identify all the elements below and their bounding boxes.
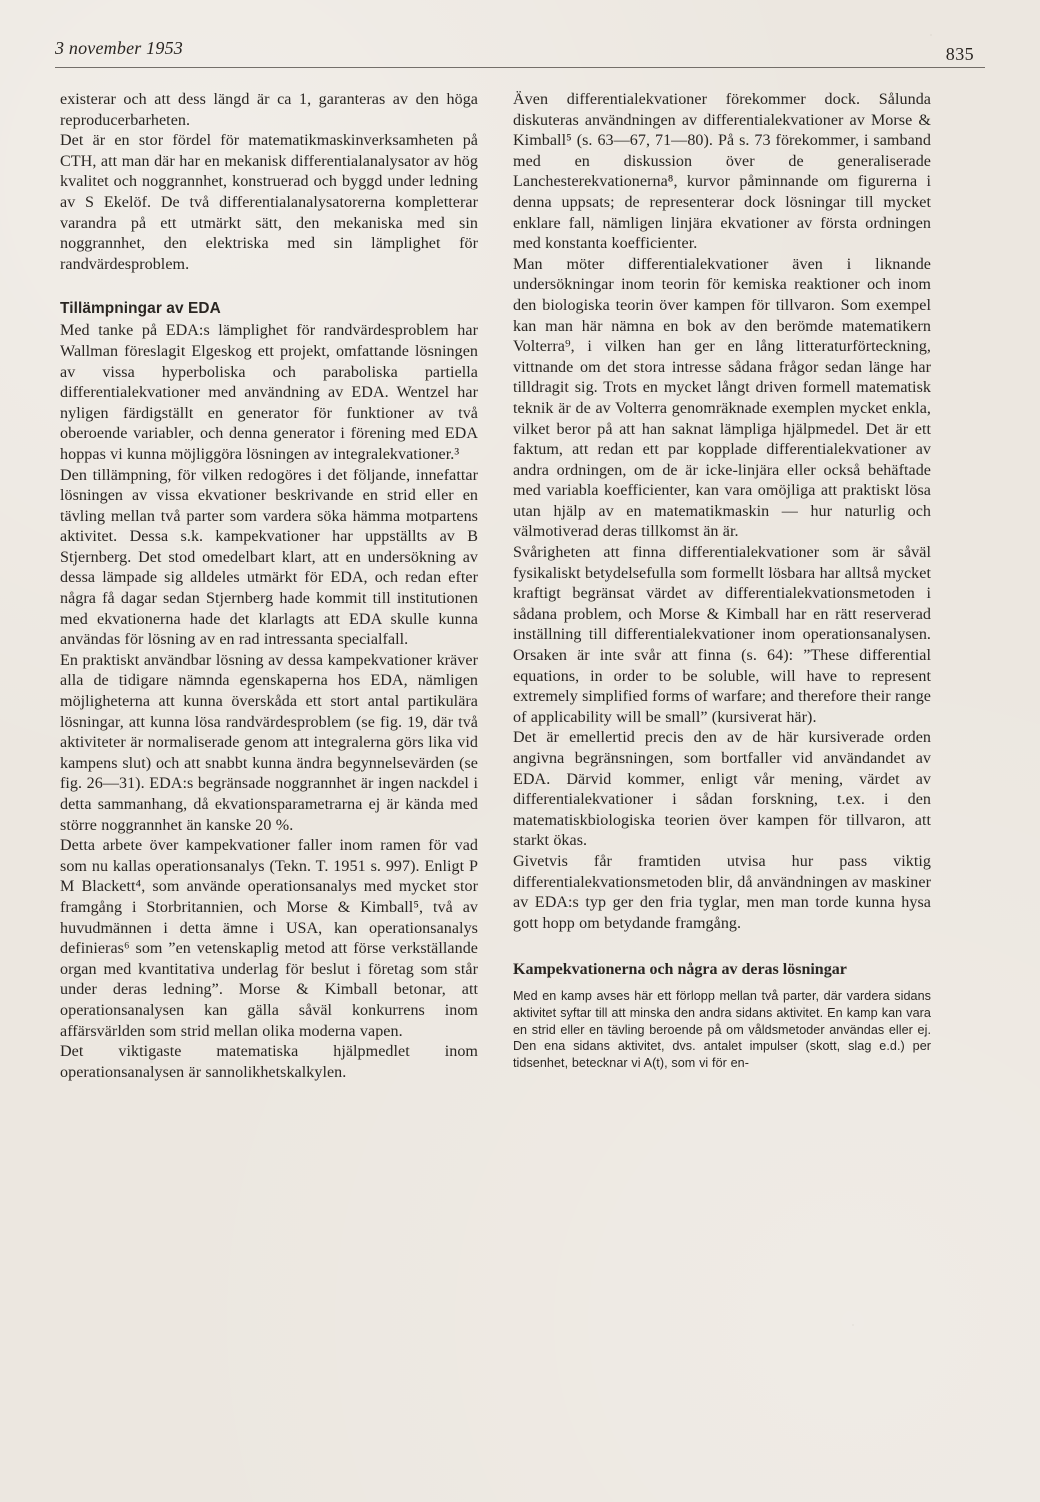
left-section-paragraph-5: Det viktigaste matematiska hjälpmedlet inom operationsanalysen är sannolikhetskalkylen. xyxy=(60,1043,478,1081)
page-number: 835 xyxy=(945,44,974,64)
section-heading-tillampningar: Tillämpningar av EDA xyxy=(60,300,221,318)
scan-mark xyxy=(930,34,932,36)
right-paragraph-1: Även differentialekvationer förekommer dock. Sålunda diskuteras användningen av differentialekvationer av Morse & Kimball⁵ (s. 63—67, 71—80). På s. 73 förekommer, i samband med en diskussion över de generaliserade Lanchesterekvationerna⁸, kurvor påminnande om figurerna i denna uppsats; de representerar dock lösningar till mycket enklare fall, nämligen linjära ekvationer av första ordningen med konstanta koefficienter. xyxy=(513,91,931,253)
right-paragraph-2: Man möter differentialekvationer även i liknande undersökningar inom teorin för kemiska reaktioner och inom den biologiska teorin över kampen för tillvaron. Som exempel kan man här nämna en bok av den berömde matematikern Volterra⁹, i vilken han ger en lång litteraturförteckning, vittnande om det stora intresse sådana frågor sedan länge har tilldragit sig. Trots en mycket långt driven formell matematisk teknik är de av Volterra genomräknade exemplen mycket enkla, vilket beror på att han saknat lämpliga hjälpmedel. Det är ett faktum, att redan ett par kopplade differentialekvationer av andra ordningen, om de är icke-linjära eller också behäftade med variabla koefficienter, kan vara omöjliga att praktiskt lösa utan hjälp av en matematikmaskin — hur naturlig och välmotiverad deras tillkomst än är. xyxy=(513,255,931,541)
left-section-paragraph-4: Detta arbete över kampekvationer faller inom ramen för vad som nu kallas operationsanalys (Tekn. T. 1951 s. 997). Enligt P M Blackett⁴, som använde operationsanalys med mycket stor framgång i Storbritannien, och Morse & Kimball⁵, två av huvudmännen i detta ämne i USA, kan operationsanalys definieras⁶ som ”en vetenskaplig metod att förse verkställande organ med kvantitativa underlag för beslut i företag som står under deras ledning”. Morse & Kimball betonar, att operationsanalysen kan gälla såväl konkurrens inom affärsvärlden som strid mellan olika moderna vapen. xyxy=(60,837,478,1040)
page-header-date: 3 november 1953 xyxy=(55,38,183,58)
left-paragraph-1: existerar och att dess längd är ca 1, garanteras av den höga reproducerbarheten. xyxy=(60,91,478,129)
left-section-paragraph-1: Med tanke på EDA:s lämplighet för randvärdesproblem har Wallman föreslagit Elgeskog ett projekt, omfattande lösningen av vissa hyperboliska och paraboliska partiella differentialekvationer med användning av EDA. Wentzel har nyligen färdigställt en generator för funktioner av två oberoende variabler, och denna generator i förening med EDA hoppas vi kunna möjliggöra lösningen av integralekvationer.³ xyxy=(60,322,478,463)
left-column xyxy=(60,90,478,1083)
right-paragraph-4: Det är emellertid precis den av de här kursiverade orden angivna begränsningen, som bortfaller vid användandet av EDA. Därvid kommer, enligt vår mening, värdet av differentialekvationer i sådan forskning, t.ex. i den matematiskbiologiska teorien över kampen för tillvaron, att starkt ökas. xyxy=(513,729,931,850)
right-paragraph-5: Givetvis får framtiden utvisa hur pass viktig differentialekvationsmetoden blir, då användningen av maskiner av EDA:s typ ger den fria tyglar, men man torde kunna hysa gott hopp om betydande framgång. xyxy=(513,852,931,932)
right-paragraph-3: Svårigheten att finna differentialekvationer som är såväl fysikaliskt betydelsefulla som formellt lösbara har alltså mycket kraftigt begränsat värdet av differentialekvationsmetoden i sådana problem, och Morse & Kimball har en rätt reserverad inställning till differentialekvationer inom operationsanalysen. Orsaken är inte svår att finna (s. 64): ”These differential equations, in order to be soluble, will have to represent extremely simplified forms of warfare; and therefore their range of applicability will be small” (kursiverat här). xyxy=(513,544,931,726)
right-column xyxy=(513,90,931,1072)
left-section-paragraph-2: Den tillämpning, för vilken redogöres i det följande, innefattar lösningen av vissa ekvationer beskrivande en strid eller en tävling mellan två parter som vardera söka hämma motpartens aktivitet. Dessa s.k. kampekvationer har uppställts av B Stjernberg. Det stod omedelbart klart, att en undersökning av dessa lämpade sig alldeles utmärkt för EDA, och redan efter några få dagar sedan Stjernberg hade kommit till institutionen med ekvationerna hade det klarlagts att EDA skulle kunna användas för lösning av en rad intressanta specialfall. xyxy=(60,466,478,649)
scan-mark xyxy=(852,1324,854,1326)
definition-paragraph: Med en kamp avses här ett förlopp mellan två parter, där vardera sidans aktivitet syftar till att minska den andra sidans aktivitet. En kamp kan vara en strid eller en tävling beroende på om våldsmetoder användas eller ej. Den ena sidans aktivitet, dvs. antalet impulser (skott, slag e.d.) per tidsenhet, betecknar vi A(t), som vi för en- xyxy=(513,989,931,1071)
left-paragraph-2: Det är en stor fördel för matematikmaskinverksamheten på CTH, att man där har en mekanisk differentialanalysator av hög kvalitet och noggrannhet, konstruerad och byggd under ledning av S Ekelöf. De två differentialanalysatorerna kompletterar varandra på ett utmärkt sätt, den mekaniska med sin noggrannhet, den elektriska med sin lämplighet för randvärdesproblem. xyxy=(60,132,478,273)
left-section-paragraph-3: En praktiskt användbar lösning av dessa kampekvationer kräver alla de tidigare nämnda egenskaperna hos EDA, nämligen möjligheterna att kunna överskåda ett stort antal partikulära lösningar, att kunna lösa randvärdesproblem (se fig. 19, där två aktiviteter är normaliserade genom att integralerna görs lika vid kampens slut) och att snabbt kunna ändra begynnelsevärden (se fig. 26—31). EDA:s begränsade noggrannhet är ingen nackdel i detta sammanhang, då ekvationsparametrarna ej är kända med större noggrannhet än kanske 20 %. xyxy=(60,651,478,834)
section-heading-kampekvationerna: Kampekvationerna och några av deras lösningar xyxy=(513,961,847,979)
header-rule xyxy=(55,67,985,68)
